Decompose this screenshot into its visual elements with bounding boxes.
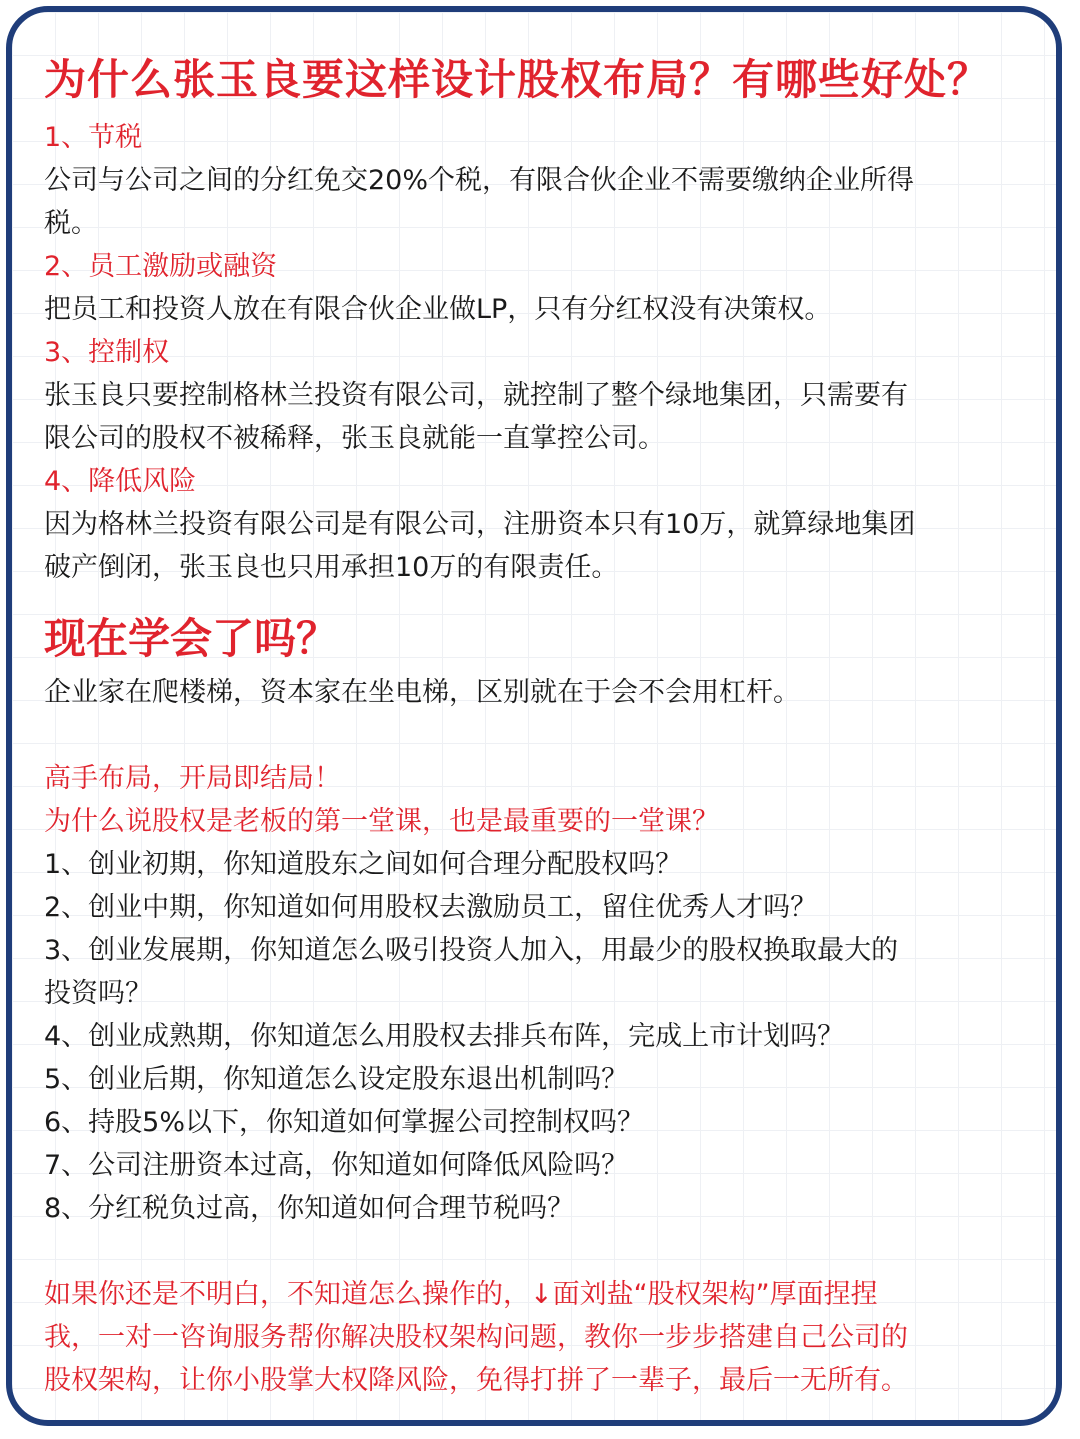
list-item: 4、创业成熟期，你知道怎么用股权去排兵布阵，完成上市计划吗？ xyxy=(44,1021,845,1052)
section-incentive xyxy=(44,245,1044,331)
section-heading: 2、员工激励或融资 xyxy=(44,251,278,282)
section-heading: 1、节税 xyxy=(44,122,143,153)
master-line: 高手布局，开局即结局！ xyxy=(44,763,341,794)
section-line: 限公司的股权不被稀释，张玉良就能一直掌控公司。 xyxy=(44,423,665,454)
cta-line: 我，一对一咨询服务帮你解决股权架构问题，教你一步步搭建自己公司的 xyxy=(44,1322,908,1353)
list-item: 8、分红税负过高，你知道如何合理节税吗？ xyxy=(44,1193,575,1224)
article-content xyxy=(44,50,1044,1402)
card-frame xyxy=(6,6,1062,1426)
section-line: 因为格林兰投资有限公司是有限公司，注册资本只有10万，就算绿地集团 xyxy=(44,509,916,540)
section-line: 张玉良只要控制格林兰投资有限公司，就控制了整个绿地集团，只需要有 xyxy=(44,380,908,411)
section-tax xyxy=(44,116,1044,245)
section-line: 公司与公司之间的分红免交20%个税，有限合伙企业不需要缴纳企业所得 xyxy=(44,165,915,196)
section-line: 税。 xyxy=(44,208,98,239)
list-item: 5、创业后期，你知道怎么设定股东退出机制吗？ xyxy=(44,1064,629,1095)
learned-line: 企业家在爬楼梯，资本家在坐电梯，区别就在于会不会用杠杆。 xyxy=(44,677,800,708)
question-list xyxy=(44,843,1044,1230)
spacer xyxy=(44,1230,1044,1273)
list-item: 投资吗？ xyxy=(44,978,152,1009)
master-question: 为什么说股权是老板的第一堂课，也是最重要的一堂课？ xyxy=(44,806,719,837)
learned-heading: 现在学会了吗？ xyxy=(44,614,339,663)
cta-line: 股权架构，让你小股掌大权降风险，免得打拼了一辈子，最后一无所有。 xyxy=(44,1365,908,1396)
list-item: 1、创业初期，你知道股东之间如何合理分配股权吗？ xyxy=(44,849,683,880)
section-heading: 4、降低风险 xyxy=(44,466,197,497)
page-title: 为什么张玉良要这样设计股权布局？有哪些好处？ xyxy=(44,55,991,104)
list-item: 6、持股5%以下，你知道如何掌握公司控制权吗？ xyxy=(44,1107,645,1138)
cta-line: 如果你还是不明白，不知道怎么操作的，↓面刘盐“股权架构”厚面捏捏 xyxy=(44,1279,878,1310)
section-line: 破产倒闭，张玉良也只用承担10万的有限责任。 xyxy=(44,552,619,583)
section-control xyxy=(44,331,1044,460)
section-heading: 3、控制权 xyxy=(44,337,170,368)
spacer xyxy=(44,714,1044,757)
list-item: 2、创业中期，你知道如何用股权去激励员工，留住优秀人才吗？ xyxy=(44,892,818,923)
section-line: 把员工和投资人放在有限合伙企业做LP，只有分红权没有决策权。 xyxy=(44,294,832,325)
list-item: 7、公司注册资本过高，你知道如何降低风险吗？ xyxy=(44,1150,629,1181)
section-risk xyxy=(44,460,1044,589)
list-item: 3、创业发展期，你知道怎么吸引投资人加入，用最少的股权换取最大的 xyxy=(44,935,899,966)
call-to-action xyxy=(44,1273,1044,1402)
